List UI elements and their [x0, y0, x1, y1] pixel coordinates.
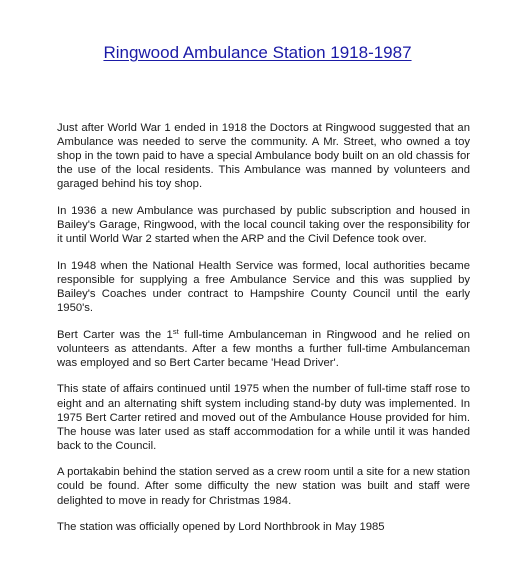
page-title: Ringwood Ambulance Station 1918-1987: [103, 43, 412, 62]
document-body: [57, 121, 470, 534]
paragraph-1948: In 1948 when the National Health Service was formed, local authorities became responsible for supplying a free Ambulance Service and this was supplied by Bailey's Coaches under contract to Hampshire County Council until the early 1950's.: [57, 259, 470, 315]
paragraph-origins: Just after World War 1 ended in 1918 the Doctors at Ringwood suggested that an Ambulance was needed to serve the community. A Mr. Street, who owned a toy shop in the town paid to have a special Ambulance body built on an old chassis for the use of the local residents. This Ambulance was manned by volunteers and garaged behind his toy shop.: [57, 122, 470, 191]
ordinal-suffix: st: [172, 326, 179, 336]
paragraph-1936: In 1936 a new Ambulance was purchased by public subscription and housed in Bailey's Garage, Ringwood, with the local council taking over the responsibility for it until World War 2 started when the ARP and the Civil Defence took over.: [57, 204, 470, 246]
paragraph-1975: This state of affairs continued until 1975 when the number of full-time staff rose to eight and an alternating shift system including stand-by duty was implemented. In 1975 Bert Carter retired and moved out of the Ambulance House provided for him. The house was later used as staff accommodation for a while until it was handed back to the Council.: [57, 383, 470, 452]
paragraph-bert-carter-start: Bert Carter was the 1: [57, 328, 173, 341]
paragraph-opening: The station was officially opened by Lord Northbrook in May 1985: [57, 521, 385, 534]
paragraph-bert-carter-rest: full-time Ambulanceman in Ringwood and he relied on volunteers as attendants. After a few months a further full-time Ambulanceman was employed and so Bert Carter became 'Head Driver'.: [57, 328, 470, 369]
paragraph-bert-carter: [57, 328, 470, 370]
paragraph-portakabin: A portakabin behind the station served as a crew room until a site for a new station could be found. After some difficulty the new station was built and staff were delighted to move in ready for Christmas 1984.: [57, 466, 470, 507]
